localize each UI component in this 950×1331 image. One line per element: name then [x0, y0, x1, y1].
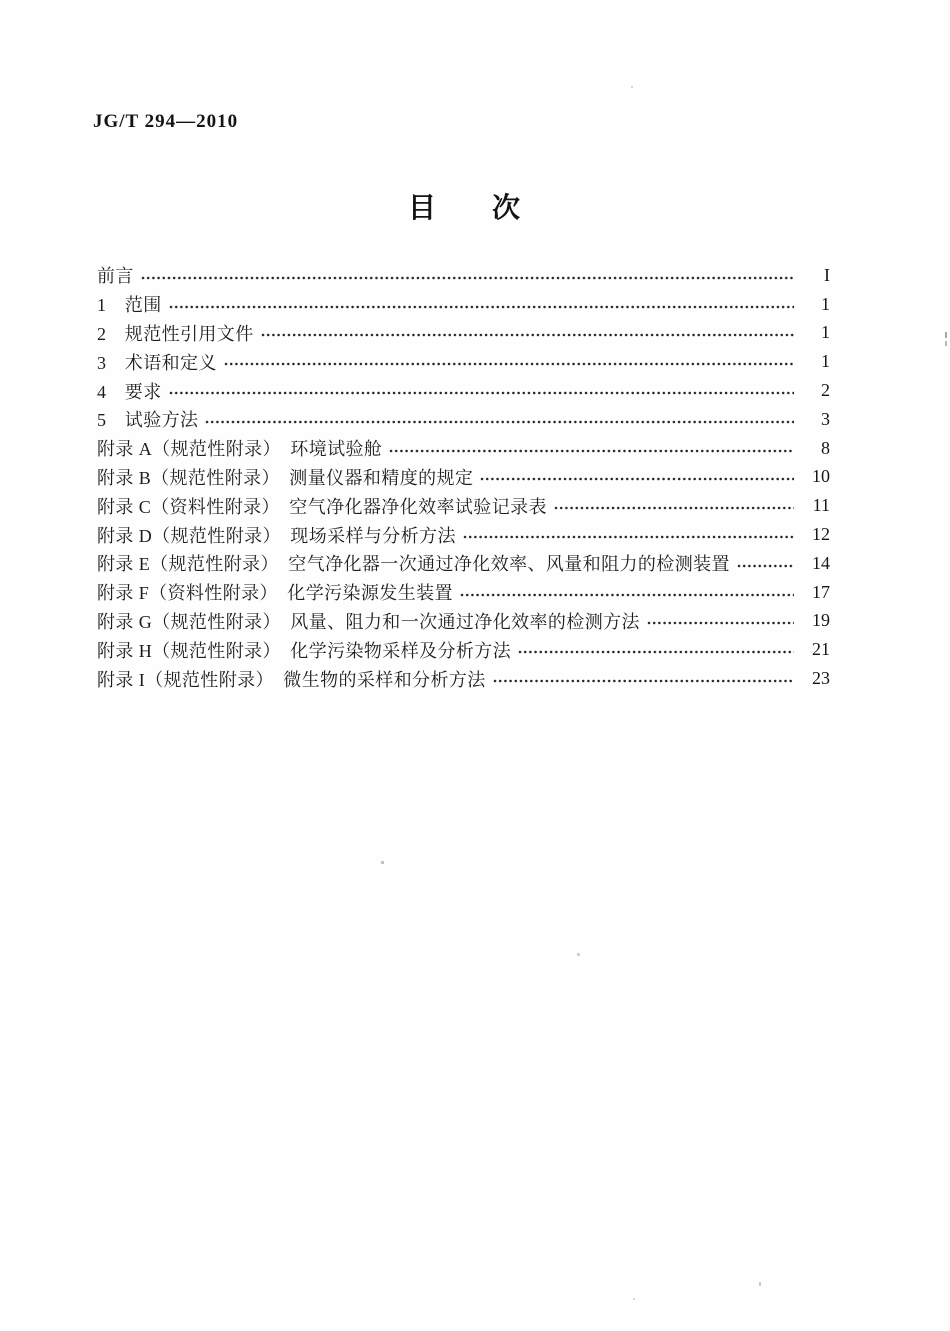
toc-entry [97, 491, 830, 520]
toc-entry [97, 578, 830, 607]
page-number: 10 [812, 466, 830, 487]
toc-entry-text: 附录 C（资料性附录） 空气净化器净化效率试验记录表 [97, 496, 547, 517]
scan-speck [945, 341, 947, 346]
dot-leader [389, 448, 794, 454]
toc-entry-text: 附录 D（规范性附录） 现场采样与分析方法 [97, 525, 456, 546]
dot-leader [205, 419, 794, 425]
toc-entry-text: 附录 I（规范性附录） 微生物的采样和分析方法 [97, 669, 486, 690]
toc-entry-text: 5 试验方法 [97, 410, 199, 431]
dot-leader [480, 476, 794, 482]
toc-entry [97, 290, 830, 319]
page-number: 11 [812, 495, 830, 516]
page-number: 12 [812, 524, 830, 545]
toc-entry-text: 附录 G（规范性附录） 风量、阻力和一次通过净化效率的检测方法 [97, 611, 640, 632]
dot-leader [169, 390, 794, 396]
toc-title-char-1: 目 [407, 193, 436, 224]
page-number: 19 [812, 610, 830, 631]
toc-entry-text: 前言 [97, 266, 134, 287]
dot-leader [224, 361, 794, 367]
standard-code: JG/T 294—2010 [93, 111, 239, 132]
toc-entry-text: 附录 E（规范性附录） 空气净化器一次通过净化效率、风量和阻力的检测装置 [97, 554, 730, 575]
dot-leader [518, 649, 794, 655]
page-number: 3 [821, 408, 830, 429]
toc-entry [97, 463, 830, 492]
page-number: 23 [812, 668, 830, 689]
page-number: I [824, 264, 830, 285]
dot-leader [647, 620, 794, 626]
scan-speck [945, 332, 947, 338]
scan-speck [577, 953, 580, 956]
toc-entry [97, 261, 830, 290]
dot-leader [169, 304, 794, 310]
dot-leader [141, 275, 794, 281]
dot-leader [737, 563, 794, 569]
toc-entry-text: 附录 A（规范性附录） 环境试验舱 [97, 439, 383, 460]
page-number: 21 [812, 639, 830, 660]
toc-title-char-2: 次 [492, 193, 521, 224]
toc-entry [97, 434, 830, 463]
dot-leader [554, 505, 794, 511]
toc-entry [97, 520, 830, 549]
page-number: 14 [812, 552, 830, 573]
scan-speck [633, 1298, 635, 1300]
toc-entry [97, 376, 830, 405]
toc-entry [97, 405, 830, 434]
toc-entry [97, 607, 830, 636]
dot-leader [261, 332, 794, 338]
scan-speck [759, 1282, 761, 1286]
toc-entry [97, 664, 830, 693]
toc-list [97, 261, 830, 693]
toc-title [0, 186, 939, 226]
toc-entry-text: 2 规范性引用文件 [97, 323, 254, 344]
toc-entry-text: 3 术语和定义 [97, 352, 217, 373]
page-number: 17 [812, 581, 830, 602]
scan-speck [631, 86, 633, 88]
page-number: 1 [821, 293, 830, 314]
toc-entry-text: 4 要求 [97, 381, 162, 402]
toc-entry-text: 附录 F（资料性附录） 化学污染源发生装置 [97, 583, 453, 604]
toc-entry [97, 319, 830, 348]
toc-entry-text: 1 范围 [97, 295, 162, 316]
toc-entry-text: 附录 B（规范性附录） 测量仪器和精度的规定 [97, 467, 474, 488]
dot-leader [460, 592, 794, 598]
page-number: 8 [821, 437, 830, 458]
toc-entry-text: 附录 H（规范性附录） 化学污染物采样及分析方法 [97, 640, 512, 661]
page-number: 2 [821, 380, 830, 401]
page-number: 1 [821, 351, 830, 372]
scan-speck [381, 861, 384, 864]
toc-entry [97, 635, 830, 664]
dot-leader [493, 678, 794, 684]
page-number: 1 [821, 322, 830, 343]
toc-entry [97, 549, 830, 578]
dot-leader [463, 534, 794, 540]
toc-entry [97, 347, 830, 376]
